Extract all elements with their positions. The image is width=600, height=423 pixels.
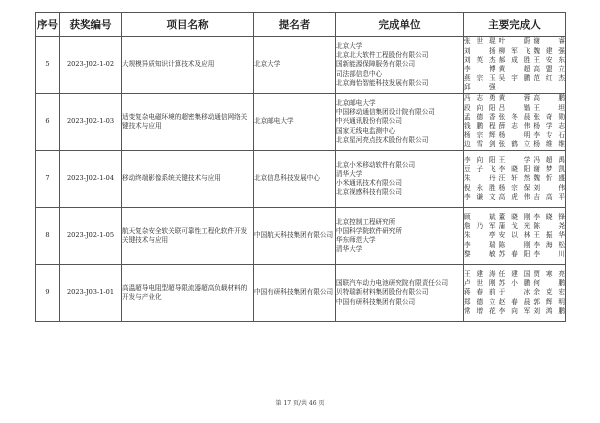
person-name: 邱强 [464,83,496,92]
unit-name: 北京邮电大学 [336,98,376,107]
person-name: 陈刚 [498,240,531,249]
person-name: 魏建强 [533,46,565,55]
award-code: 2023-J02-1-02 [60,37,122,94]
units-list [336,42,463,88]
person-name: 杨明 [498,131,531,140]
person-name: 钱鹏程 [464,122,496,130]
person-name: 张鹤立 [498,140,531,149]
row-number: 5 [36,37,60,94]
unit-name: 小米通讯技术有限公司 [336,179,402,187]
row-number: 9 [36,265,60,322]
award-code: 2023-J02-1-04 [60,151,122,208]
project-name: 适变复杂电磁环境的超密集移动通信网络关键技术与应用 [122,94,254,151]
person-name: 蒲戈光 [498,222,531,231]
project-name: 大规模异质知识计算技术及应用 [122,37,254,94]
row-number: 6 [36,94,60,151]
page-footer: 第 17 页/共 46 页 [275,400,325,407]
person-name: 贾寒亮 [533,269,565,278]
person-name: 安以林 [498,231,531,240]
person-name: 杨宗辉 [464,131,496,140]
person-name: 郑德立 [464,297,496,306]
person-name: 李谦文 [464,192,496,201]
header-project-name: 项目名称 [122,13,254,37]
person-name: 李专石 [533,131,565,140]
person-name: 朱亭 [464,231,496,240]
unit-name: 贝特瑞新材料集团股份有限公司 [336,288,429,297]
table-row [36,265,566,322]
person-name: 汪轩然 [498,174,531,183]
table-row [36,208,566,265]
row-number: 8 [36,208,60,265]
person-name: 吕锴 [498,103,531,112]
unit-name: 清华大学 [336,245,363,254]
person-name: 李瑞 [464,240,496,249]
person-name: 蒋春前 [464,288,496,297]
person-name: 刘英杰 [464,55,496,64]
person-name: 李向军 [498,306,531,315]
table-body [36,37,566,322]
nominator: 中国有研科技集团有限公司 [254,265,336,322]
person-name: 何鹏 [533,279,565,288]
person-name: 倪永胜 [464,183,496,192]
person-name: 余克宏 [533,288,565,297]
unit-name: 清华大学 [336,169,363,178]
person-name: 刘扬 [464,46,496,55]
person-name: 李晓阳 [498,165,531,174]
person-name: 王安东 [533,55,565,64]
completing-units [336,37,464,94]
person-name: 黎敏 [464,249,496,258]
person-name: 吴宇鹏 [498,74,531,83]
person-name: 高盟立 [533,65,565,73]
person-name: 李海松 [533,240,565,249]
person-name: 郭辉明 [533,297,565,306]
person-name: 郝成胜 [498,55,531,64]
unit-name: 中国有研科技集团有限公司 [336,297,416,306]
person-name: 王坦 [533,103,565,112]
person-name: 燕宗玉 [464,74,496,83]
unit-name: 中国移动通信集团设计院有限公司 [336,108,435,117]
person-name: 常增花 [464,306,496,315]
completing-units [336,94,464,151]
main-contributors [464,151,566,208]
unit-name: 北京视感科技有限公司 [336,188,402,197]
person-name: 谢梦凯 [533,165,565,174]
header-people: 主要完成人 [464,13,566,37]
project-name: 高温超导电阻型超导限流器超高负载材料的开发与产业化 [122,265,254,322]
award-code: 2023-J03-1-01 [60,265,122,322]
person-name: 张奇勋 [533,112,565,121]
person-name: 黄超 [498,65,531,73]
person-name: 苏小鹏 [498,279,531,288]
unit-name: 中国科学院软件研究所 [336,226,402,235]
person-name: 任建国 [498,269,531,278]
unit-name: 北京北大软件工程股份有限公司 [336,51,429,60]
completing-units [336,265,464,322]
person-name: 陈尧 [533,222,565,231]
person-name: 豆子飞 [464,165,496,174]
person-name: 范红杰 [533,74,565,83]
person-name: 刘鸿鹏 [533,306,565,315]
project-name: 航天复杂安全软关联可靠性工程化软件开发关键技术与应用 [122,208,254,265]
award-code: 2023-J02-1-03 [60,94,122,151]
unit-name: 司法部信息中心 [336,69,383,78]
unit-name: 中兴通讯股份有限公司 [336,117,402,126]
completing-units [336,151,464,208]
person-name: 冯超禹 [533,155,565,164]
people-grid [464,37,565,92]
person-name: 边雪剑 [464,140,496,149]
main-contributors [464,265,566,322]
header-code: 获奖编号 [60,13,122,37]
project-name: 移动终端影像系统关键技术与应用 [122,151,254,208]
person-name: 王振华 [533,231,565,240]
header-num: 序号 [36,13,60,37]
nominator: 北京信息科技发展中心 [254,151,336,208]
header-nominator: 提名者 [254,13,336,37]
people-grid [464,156,565,202]
unit-name: 国家无线电监测中心 [336,126,396,135]
person-name: 于冰 [498,288,531,297]
person-name: 高鹏 [533,94,565,103]
header-row [36,13,566,37]
unit-name: 北京星河亮点技术股份有限公司 [336,135,429,144]
person-name: 詹乃军 [464,222,496,231]
person-name: 魏忻盛 [533,174,565,183]
person-name: 李向阳 [464,155,496,164]
units-list [336,279,463,307]
main-contributors [464,94,566,151]
units-list [336,161,463,198]
people-grid [464,94,565,149]
person-name: 李博 [464,65,496,73]
unit-name: 华东师范大学 [336,236,376,244]
person-name: 董晓刚 [498,212,531,221]
person-name: 段向阳 [464,103,496,112]
people-grid [464,213,565,259]
person-name: 吉高平 [533,192,565,201]
person-name: 杨宗保 [498,183,531,192]
person-name: 叶蔚 [498,37,531,46]
unit-name: 北京海怡智能科技发展有限公司 [336,78,429,87]
unit-name: 国联汽车动力电池研究院有限责任公司 [336,279,449,288]
nominator: 北京大学 [254,37,336,94]
person-name: 刘伟 [533,183,565,192]
unit-name: 北京控制工程研究所 [336,217,396,226]
award-code: 2023-J02-1-05 [60,208,122,265]
person-name: 冯志勇 [464,94,496,103]
person-name: 孟德香 [464,112,496,121]
units-list [336,99,463,145]
main-contributors [464,208,566,265]
units-list [336,218,463,255]
person-name: 谢睿 [533,37,565,46]
person-name: 张世琨 [464,37,496,46]
person-name: 赵春晨 [498,297,531,306]
person-name: 张冬晨 [498,112,531,121]
row-number: 7 [36,151,60,208]
person-name: 朱丹 [464,174,496,183]
header-units: 完成单位 [336,13,464,37]
person-name: 卢世刚 [464,279,496,288]
award-table [35,12,566,322]
unit-name: 北京大学 [336,41,363,50]
table-row [36,94,566,151]
person-name: 王学 [498,155,531,164]
person-name: 黄蓉 [498,94,531,103]
unit-name: 国新能源保障服务有限公司 [336,60,416,69]
person-name: 薛志伟 [498,122,531,130]
person-name: 杨维维 [533,140,565,149]
person-name: 苏春阳 [498,249,531,258]
main-contributors [464,37,566,94]
people-grid [464,270,565,316]
table-row [36,37,566,94]
person-name: 高虎伟 [498,192,531,201]
completing-units [336,208,464,265]
table-row [36,151,566,208]
person-name: 杨学志 [533,122,565,130]
nominator: 中国航天科技集团有限公司 [254,208,336,265]
person-name: 李川 [533,249,565,258]
person-name: 顾斌 [464,212,496,221]
person-name: 李晓锋 [533,212,565,221]
unit-name: 北京小米移动软件有限公司 [336,160,416,169]
nominator: 北京邮电大学 [254,94,336,151]
person-name: 柳军飞 [498,46,531,55]
person-name: 王建涛 [464,269,496,278]
